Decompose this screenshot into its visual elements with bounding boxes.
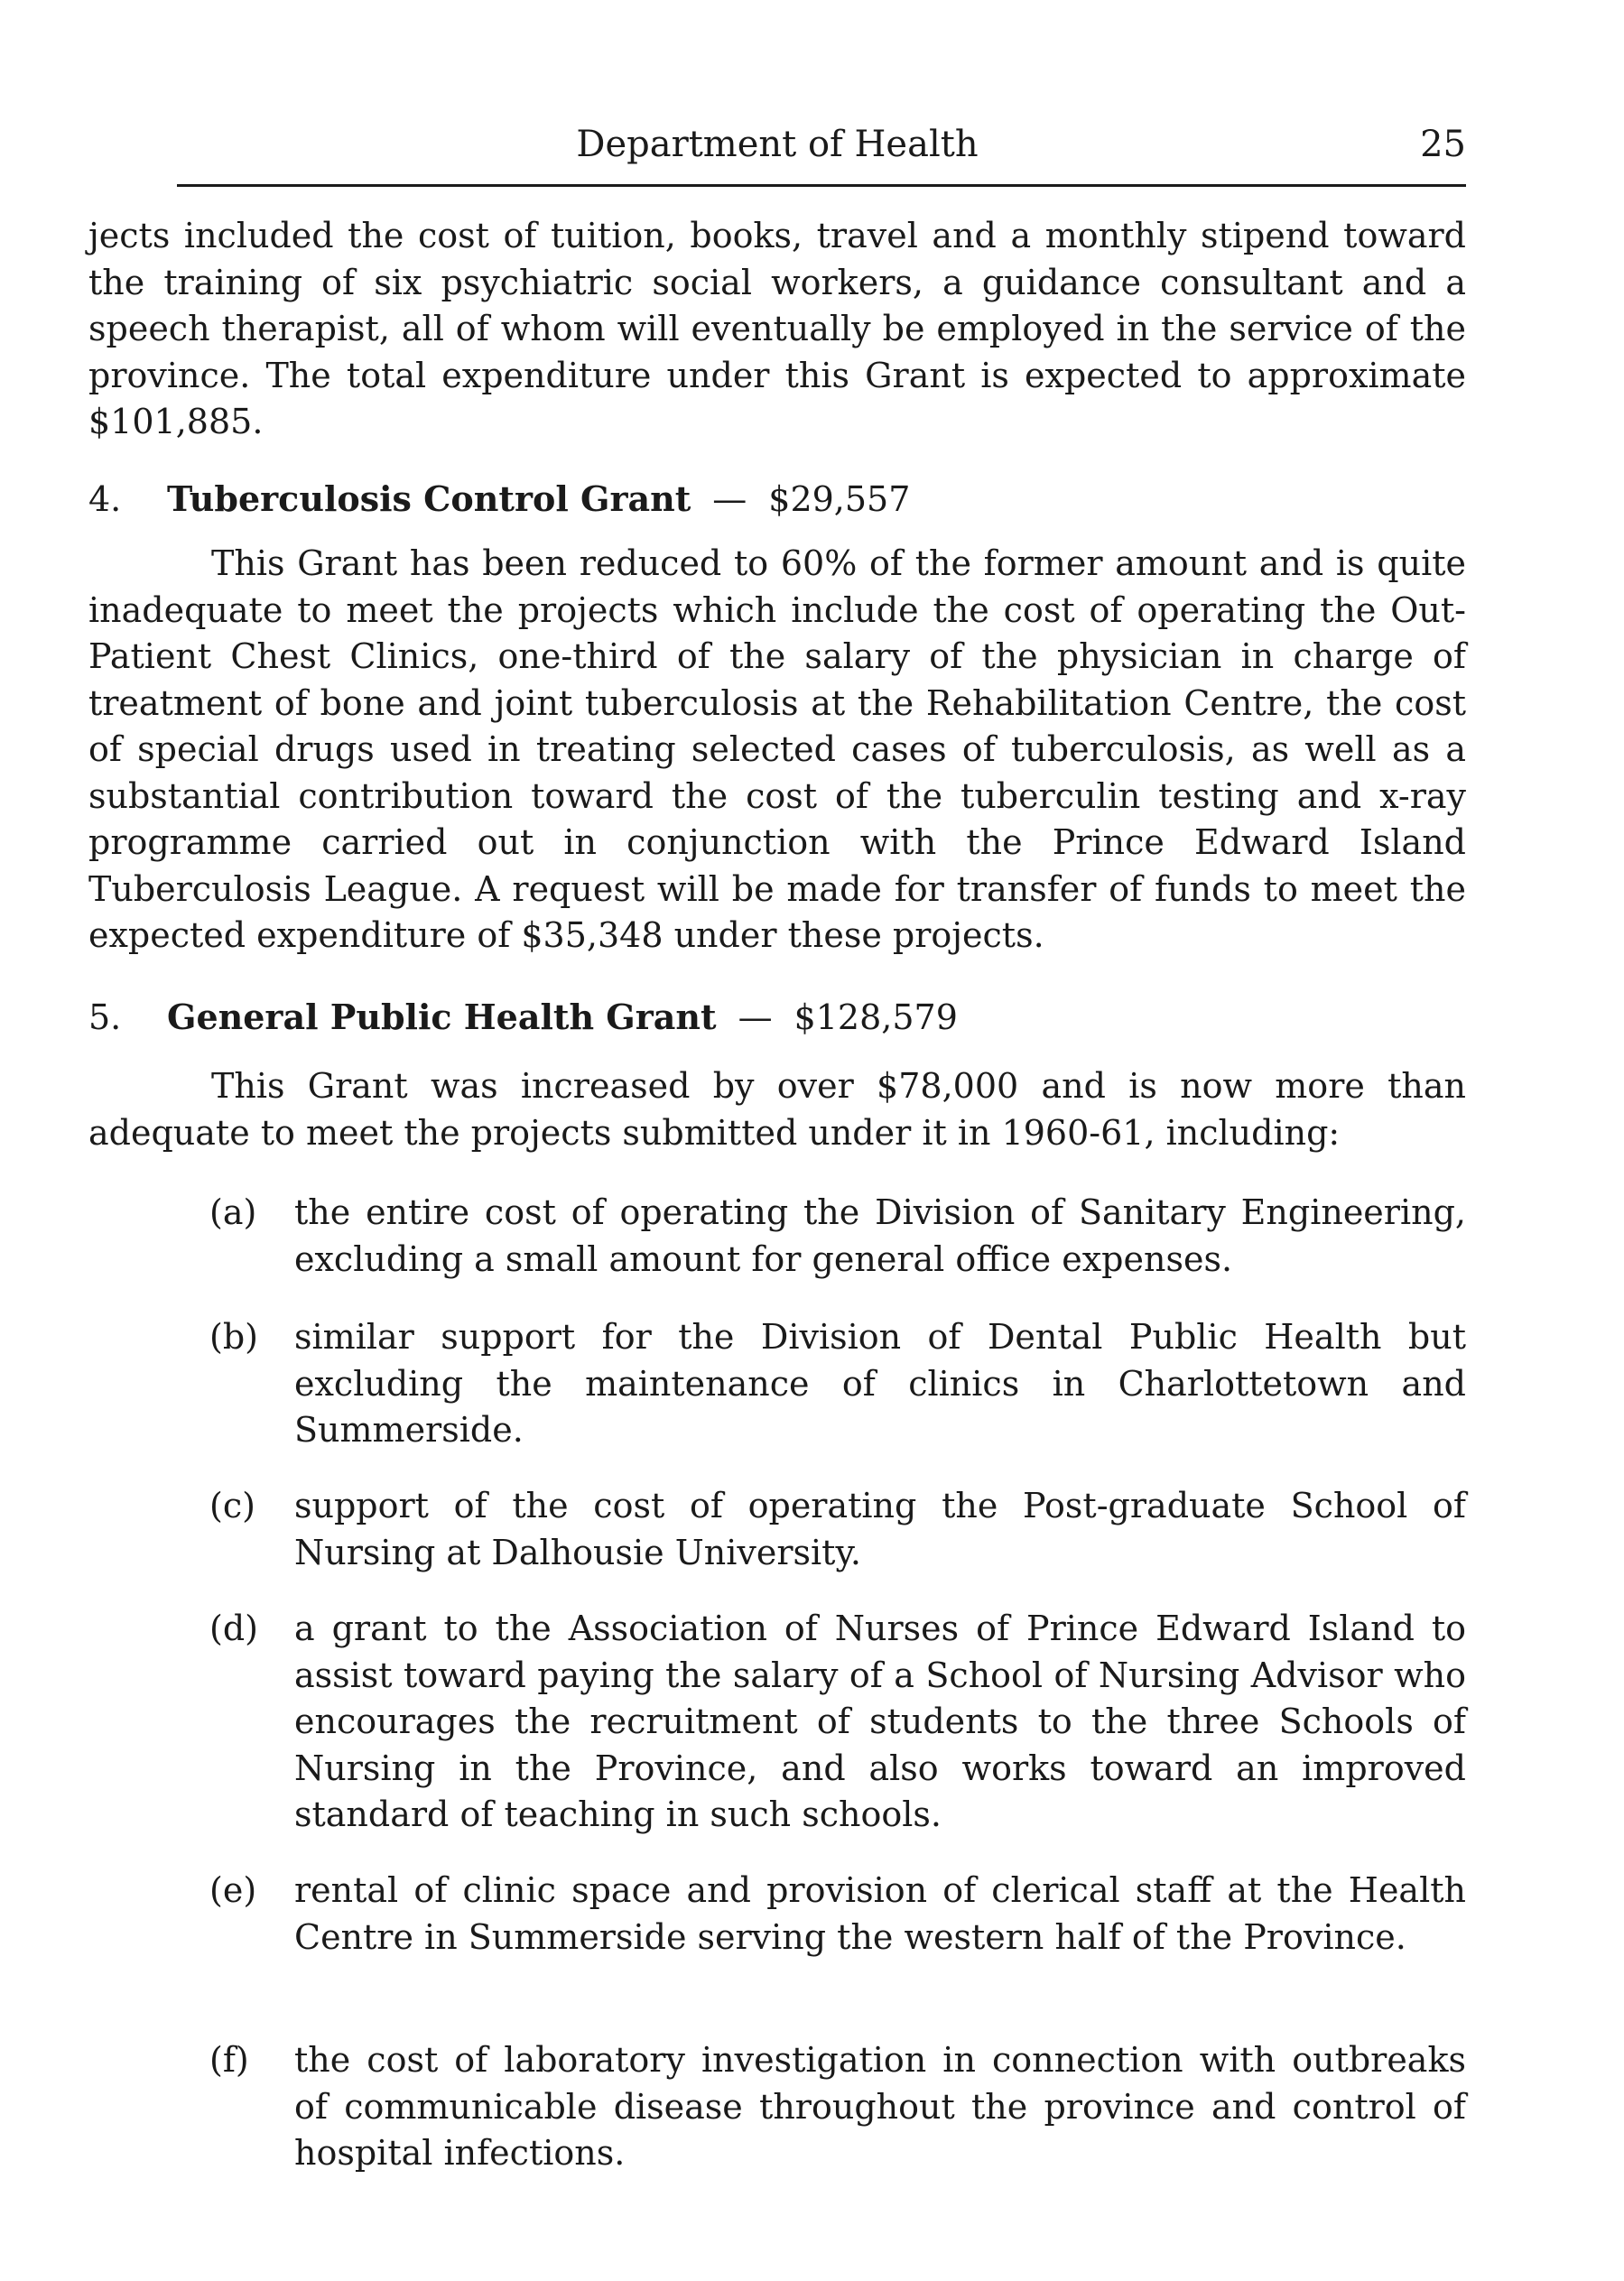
list-item-text: rental of clinic space and provision of clerical staff at the Health Centre in Summerside serving the western half of the Province. (294, 1870, 1466, 1957)
section-5-title: General Public Health Grant (167, 997, 717, 1037)
list-item (209, 1314, 1466, 1454)
section-5-amount: $128,579 (793, 997, 958, 1037)
list-item-label: (b) (209, 1317, 258, 1357)
header-title: Department of Health (576, 124, 979, 165)
section-5-number: 5. (88, 997, 122, 1037)
page-number: 25 (1420, 124, 1466, 165)
section-4-number: 4. (88, 479, 122, 519)
section-4-heading (88, 472, 910, 526)
section-4-paragraph: This Grant has been reduced to 60% of the former amount and is quite inadequate to meet the projects which include the cost of operating the Out-Patient Chest Clinics, one-third of the salary of the physician in charge of treatment of bone and joint tuberculosis at the Rehabilitation Centre, the cost of special drugs used in treating selected cases of tuberculosis, as well as a substantial contribution toward the cost of the tuberculin testing and x-ray programme carried out in conjunction with the Prince Edward Island Tuberculosis League. A request will be made for transfer of funds to meet the expected expenditure of $35,348 under these projects. (88, 543, 1466, 955)
list-item-label: (a) (209, 1192, 257, 1232)
list-item-text: a grant to the Association of Nurses of Prince Edward Island to assist toward paying the salary of a School of Nursing Advisor who encourages the recruitment of students to the three Schools of Nursing in the Province, and also works toward an improved standard of teaching in such schools. (294, 1609, 1466, 1834)
list-item-label: (c) (209, 1486, 255, 1525)
section-5-dash: — (738, 997, 773, 1037)
list-item-text: similar support for the Division of Dental Public Health but excluding the maintenance of clinics in Charlottetown and Summerside. (294, 1317, 1466, 1450)
list-item-text: support of the cost of operating the Post-graduate School of Nursing at Dalhousie University. (294, 1486, 1466, 1572)
section-5-heading (88, 990, 958, 1044)
intro-paragraph: jects included the cost of tuition, books, travel and a monthly stipend toward the training of six psychiatric social workers, a guidance consultant and a speech therapist, all of whom will eventually be employed in the service of the province. The total expenditure under this Grant is expected to approximate $101,885. (88, 216, 1466, 441)
section-4-title: Tuberculosis Control Grant (167, 478, 691, 519)
section-4-dash: — (712, 479, 747, 519)
list-item-text: the cost of laboratory investigation in connection with outbreaks of communicable disease throughout the province and control of hospital infections. (294, 2040, 1466, 2173)
header-rule (177, 184, 1466, 187)
list-item-label: (d) (209, 1609, 258, 1648)
list-item-text: the entire cost of operating the Division of Sanitary Engineering, excluding a small amount for general office expenses. (294, 1192, 1466, 1279)
running-header (88, 117, 1466, 172)
list-item-label: (e) (209, 1870, 257, 1910)
list-item (209, 1483, 1466, 1576)
list-item (209, 1606, 1466, 1839)
list-item-label: (f) (209, 2040, 249, 2080)
list-item (209, 2037, 1466, 2177)
section-5-paragraph: This Grant was increased by over $78,000 and is now more than adequate to meet the projects submitted under it in 1960-61, including: (88, 1066, 1466, 1153)
list-item (209, 1190, 1466, 1283)
section-4-amount: $29,557 (768, 479, 911, 519)
list-item (209, 1868, 1466, 1961)
